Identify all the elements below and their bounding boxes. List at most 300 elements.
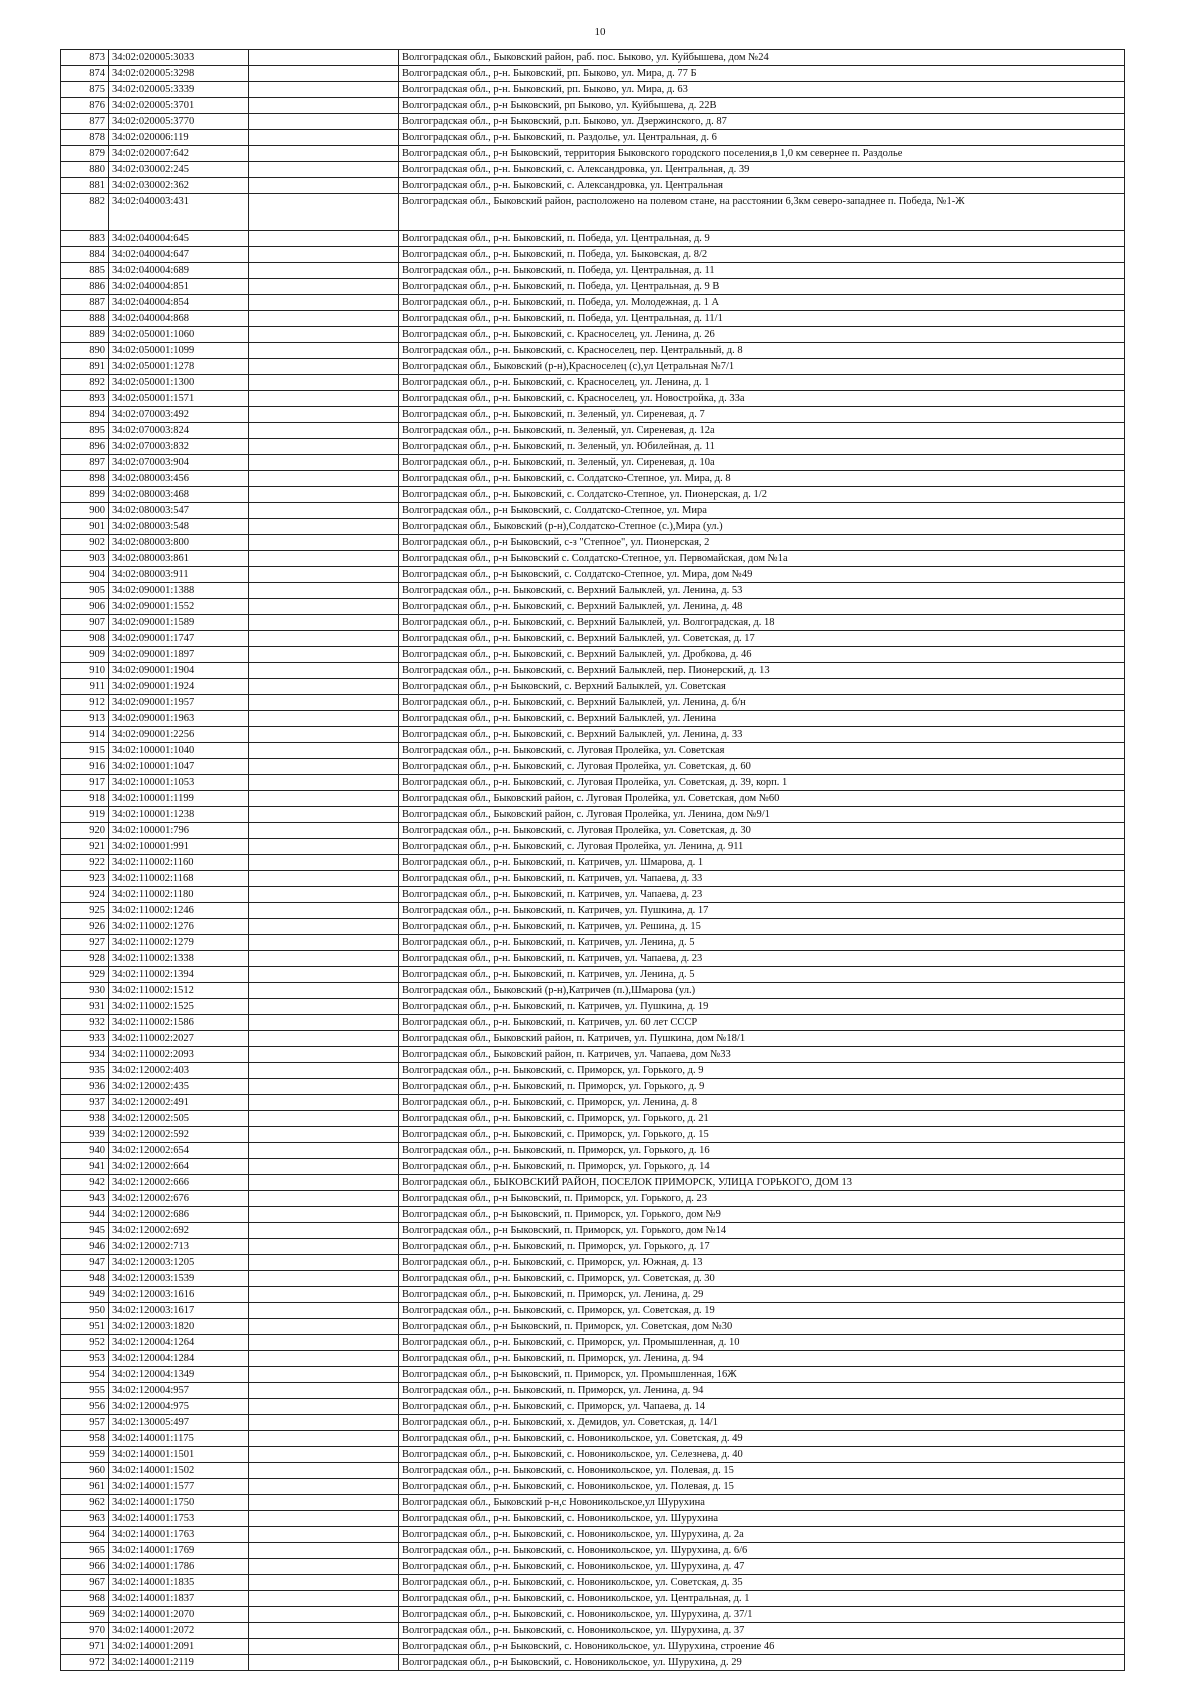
empty-cell (249, 1607, 399, 1623)
row-number-cell: 896 (61, 439, 109, 455)
table-row (61, 647, 1125, 663)
row-number-cell: 926 (61, 919, 109, 935)
empty-cell (249, 66, 399, 82)
empty-cell (249, 743, 399, 759)
empty-cell (249, 887, 399, 903)
row-number-cell: 877 (61, 114, 109, 130)
cadastral-number-cell: 34:02:110002:1586 (109, 1015, 249, 1031)
row-number-cell: 928 (61, 951, 109, 967)
cadastral-number-cell: 34:02:140001:1502 (109, 1463, 249, 1479)
cadastral-number-cell: 34:02:080003:547 (109, 503, 249, 519)
table-row (61, 295, 1125, 311)
cadastral-number-cell: 34:02:100001:796 (109, 823, 249, 839)
row-number-cell: 971 (61, 1639, 109, 1655)
empty-cell (249, 1319, 399, 1335)
empty-cell (249, 1559, 399, 1575)
cadastral-number-cell: 34:02:110002:1338 (109, 951, 249, 967)
table-row (61, 1607, 1125, 1623)
cadastral-number-cell: 34:02:050001:1571 (109, 391, 249, 407)
address-cell: Волгоградская обл., р-н Быковский, с-з "Степное", ул. Пионерская, 2 (399, 535, 1125, 551)
row-number-cell: 924 (61, 887, 109, 903)
table-row (61, 599, 1125, 615)
empty-cell (249, 471, 399, 487)
row-number-cell: 954 (61, 1367, 109, 1383)
table-row (61, 919, 1125, 935)
empty-cell (249, 82, 399, 98)
cadastral-number-cell: 34:02:020005:3701 (109, 98, 249, 114)
cadastral-number-cell: 34:02:120002:676 (109, 1191, 249, 1207)
empty-cell (249, 1399, 399, 1415)
table-row (61, 999, 1125, 1015)
cadastral-number-cell: 34:02:050001:1060 (109, 327, 249, 343)
cadastral-number-cell: 34:02:090001:1747 (109, 631, 249, 647)
table-row (61, 1271, 1125, 1287)
address-cell: Волгоградская обл., р-н. Быковский, с. Приморск, ул. Советская, д. 30 (399, 1271, 1125, 1287)
table-row (61, 791, 1125, 807)
address-cell: Волгоградская обл., р-н. Быковский, с. Приморск, ул. Южная, д. 13 (399, 1255, 1125, 1271)
table-row (61, 967, 1125, 983)
table-row (61, 1639, 1125, 1655)
cadastral-number-cell: 34:02:040004:851 (109, 279, 249, 295)
cadastral-number-cell: 34:02:140001:2119 (109, 1655, 249, 1671)
address-cell: Волгоградская обл., р-н. Быковский, п. Зеленый, ул. Сиреневая, д. 12а (399, 423, 1125, 439)
address-cell: Волгоградская обл., р-н. Быковский, с. Луговая Пролейка, ул. Советская (399, 743, 1125, 759)
cadastral-number-cell: 34:02:120002:686 (109, 1207, 249, 1223)
cadastral-number-cell: 34:02:120002:403 (109, 1063, 249, 1079)
row-number-cell: 911 (61, 679, 109, 695)
address-cell: Волгоградская обл., р-н. Быковский, с. Красноселец, ул. Ленина, д. 26 (399, 327, 1125, 343)
empty-cell (249, 1463, 399, 1479)
address-cell: Волгоградская обл., р-н. Быковский, п. Приморск, ул. Ленина, д. 94 (399, 1351, 1125, 1367)
cadastral-number-cell: 34:02:090001:1552 (109, 599, 249, 615)
empty-cell (249, 983, 399, 999)
empty-cell (249, 1351, 399, 1367)
cadastral-number-cell: 34:02:140001:1786 (109, 1559, 249, 1575)
row-number-cell: 967 (61, 1575, 109, 1591)
empty-cell (249, 1287, 399, 1303)
cadastral-number-cell: 34:02:020006:119 (109, 130, 249, 146)
row-number-cell: 935 (61, 1063, 109, 1079)
cadastral-number-cell: 34:02:040004:868 (109, 311, 249, 327)
table-row (61, 519, 1125, 535)
address-cell: Волгоградская обл., р-н. Быковский, с. Красноселец, пер. Центральный, д. 8 (399, 343, 1125, 359)
cadastral-number-cell: 34:02:100001:1238 (109, 807, 249, 823)
cadastral-number-cell: 34:02:090001:1957 (109, 695, 249, 711)
cadastral-number-cell: 34:02:070003:492 (109, 407, 249, 423)
empty-cell (249, 423, 399, 439)
empty-cell (249, 519, 399, 535)
address-cell: Волгоградская обл., р-н Быковский, п. Приморск, ул. Горького, дом №14 (399, 1223, 1125, 1239)
row-number-cell: 959 (61, 1447, 109, 1463)
cadastral-number-cell: 34:02:100001:991 (109, 839, 249, 855)
table-row (61, 391, 1125, 407)
cadastral-number-cell: 34:02:120002:713 (109, 1239, 249, 1255)
empty-cell (249, 391, 399, 407)
row-number-cell: 915 (61, 743, 109, 759)
address-cell: Волгоградская обл., р-н. Быковский, п. Победа, ул. Быковская, д. 8/2 (399, 247, 1125, 263)
cadastral-number-cell: 34:02:140001:1753 (109, 1511, 249, 1527)
cadastral-number-cell: 34:02:110002:2027 (109, 1031, 249, 1047)
cadastral-number-cell: 34:02:040004:647 (109, 247, 249, 263)
row-number-cell: 918 (61, 791, 109, 807)
table-row (61, 1447, 1125, 1463)
address-cell: Волгоградская обл., Быковский (р-н),Красноселец (с),ул Цетральная №7/1 (399, 359, 1125, 375)
cadastral-number-cell: 34:02:020005:3339 (109, 82, 249, 98)
empty-cell (249, 98, 399, 114)
cadastral-number-cell: 34:02:120002:491 (109, 1095, 249, 1111)
cadastral-number-cell: 34:02:110002:1276 (109, 919, 249, 935)
table-row (61, 1303, 1125, 1319)
empty-cell (249, 1079, 399, 1095)
row-number-cell: 958 (61, 1431, 109, 1447)
row-number-cell: 951 (61, 1319, 109, 1335)
address-cell: Волгоградская обл., р-н Быковский, с. Новоникольское, ул. Шурухина, д. 29 (399, 1655, 1125, 1671)
row-number-cell: 908 (61, 631, 109, 647)
row-number-cell: 905 (61, 583, 109, 599)
table-row (61, 807, 1125, 823)
row-number-cell: 944 (61, 1207, 109, 1223)
empty-cell (249, 1575, 399, 1591)
address-cell: Волгоградская обл., р-н Быковский, территория Быковского городского поселения,в 1,0 км севернее п. Раздолье (399, 146, 1125, 162)
table-row (61, 162, 1125, 178)
empty-cell (249, 631, 399, 647)
address-cell: Волгоградская обл., р-н. Быковский, рп. Быково, ул. Мира, д. 63 (399, 82, 1125, 98)
empty-cell (249, 1447, 399, 1463)
cadastral-number-cell: 34:02:020007:642 (109, 146, 249, 162)
cadastral-number-cell: 34:02:080003:548 (109, 519, 249, 535)
row-number-cell: 927 (61, 935, 109, 951)
address-cell: Волгоградская обл., р-н. Быковский, п. Приморск, ул. Горького, д. 16 (399, 1143, 1125, 1159)
table-row (61, 887, 1125, 903)
table-row (61, 711, 1125, 727)
row-number-cell: 875 (61, 82, 109, 98)
row-number-cell: 939 (61, 1127, 109, 1143)
address-cell: Волгоградская обл., р-н. Быковский, с. Александровка, ул. Центральная (399, 178, 1125, 194)
address-cell: Волгоградская обл., р-н. Быковский, п. Зеленый, ул. Сиреневая, д. 10а (399, 455, 1125, 471)
table-row (61, 775, 1125, 791)
empty-cell (249, 247, 399, 263)
row-number-cell: 940 (61, 1143, 109, 1159)
address-cell: Волгоградская обл., р-н Быковский, рп Быково, ул. Куйбышева, д. 22В (399, 98, 1125, 114)
address-cell: Волгоградская обл., р-н. Быковский, с. Луговая Пролейка, ул. Советская, д. 60 (399, 759, 1125, 775)
table-row (61, 487, 1125, 503)
address-cell: Волгоградская обл., БЫКОВСКИЙ РАЙОН, ПОСЕЛОК ПРИМОРСК, УЛИЦА ГОРЬКОГО, ДОМ 13 (399, 1175, 1125, 1191)
table-row (61, 503, 1125, 519)
empty-cell (249, 647, 399, 663)
cadastral-number-cell: 34:02:110002:1512 (109, 983, 249, 999)
address-cell: Волгоградская обл., р-н. Быковский, п. Катричев, ул. Чапаева, д. 23 (399, 951, 1125, 967)
cadastral-number-cell: 34:02:120003:1616 (109, 1287, 249, 1303)
cadastral-number-cell: 34:02:110002:1279 (109, 935, 249, 951)
address-cell: Волгоградская обл., Быковский район, п. Катричев, ул. Чапаева, дом №33 (399, 1047, 1125, 1063)
cadastral-number-cell: 34:02:110002:1160 (109, 855, 249, 871)
row-number-cell: 914 (61, 727, 109, 743)
empty-cell (249, 1191, 399, 1207)
empty-cell (249, 1015, 399, 1031)
address-cell: Волгоградская обл., р-н. Быковский, с. Новоникольское, ул. Шурухина (399, 1511, 1125, 1527)
address-cell: Волгоградская обл., р-н Быковский с. Солдатско-Степное, ул. Первомайская, дом №1а (399, 551, 1125, 567)
registry-table (60, 49, 1125, 1671)
table-row (61, 583, 1125, 599)
table-row (61, 66, 1125, 82)
empty-cell (249, 359, 399, 375)
table-row (61, 567, 1125, 583)
empty-cell (249, 503, 399, 519)
address-cell: Волгоградская обл., р-н. Быковский, с. Верхний Балыклей, ул. Ленина, д. 48 (399, 599, 1125, 615)
empty-cell (249, 1239, 399, 1255)
cadastral-number-cell: 34:02:130005:497 (109, 1415, 249, 1431)
empty-cell (249, 1367, 399, 1383)
address-cell: Волгоградская обл., р-н Быковский, с. Солдатско-Степное, ул. Мира, дом №49 (399, 567, 1125, 583)
table-row (61, 983, 1125, 999)
table-row (61, 1063, 1125, 1079)
table-row (61, 455, 1125, 471)
cadastral-number-cell: 34:02:040004:689 (109, 263, 249, 279)
table-row (61, 279, 1125, 295)
row-number-cell: 902 (61, 535, 109, 551)
address-cell: Волгоградская обл., р-н. Быковский, с. Луговая Пролейка, ул. Советская, д. 39, корп. 1 (399, 775, 1125, 791)
table-row (61, 615, 1125, 631)
row-number-cell: 886 (61, 279, 109, 295)
cadastral-number-cell: 34:02:090001:1904 (109, 663, 249, 679)
row-number-cell: 933 (61, 1031, 109, 1047)
cadastral-number-cell: 34:02:140001:2072 (109, 1623, 249, 1639)
empty-cell (249, 130, 399, 146)
address-cell: Волгоградская обл., р-н. Быковский, п. Зеленый, ул. Юбилейная, д. 11 (399, 439, 1125, 455)
table-row (61, 1319, 1125, 1335)
table-row (61, 855, 1125, 871)
cadastral-number-cell: 34:02:110002:1525 (109, 999, 249, 1015)
row-number-cell: 945 (61, 1223, 109, 1239)
cadastral-number-cell: 34:02:110002:1168 (109, 871, 249, 887)
row-number-cell: 884 (61, 247, 109, 263)
cadastral-number-cell: 34:02:120003:1539 (109, 1271, 249, 1287)
row-number-cell: 873 (61, 50, 109, 66)
empty-cell (249, 1095, 399, 1111)
table-row (61, 727, 1125, 743)
address-cell: Волгоградская обл., р-н. Быковский, п. Победа, ул. Центральная, д. 9 (399, 231, 1125, 247)
address-cell: Волгоградская обл., р-н. Быковский, п. Зеленый, ул. Сиреневая, д. 7 (399, 407, 1125, 423)
row-number-cell: 904 (61, 567, 109, 583)
address-cell: Волгоградская обл., Быковский район, с. Луговая Пролейка, ул. Советская, дом №60 (399, 791, 1125, 807)
address-cell: Волгоградская обл., Быковский район, раб. пос. Быково, ул. Куйбышева, дом №24 (399, 50, 1125, 66)
table-row (61, 407, 1125, 423)
address-cell: Волгоградская обл., р-н. Быковский, с. Верхний Балыклей, ул. Советская, д. 17 (399, 631, 1125, 647)
table-row (61, 423, 1125, 439)
cadastral-number-cell: 34:02:080003:468 (109, 487, 249, 503)
empty-cell (249, 583, 399, 599)
row-number-cell: 899 (61, 487, 109, 503)
empty-cell (249, 1255, 399, 1271)
cadastral-number-cell: 34:02:140001:1763 (109, 1527, 249, 1543)
empty-cell (249, 1431, 399, 1447)
row-number-cell: 934 (61, 1047, 109, 1063)
empty-cell (249, 327, 399, 343)
address-cell: Волгоградская обл., р-н. Быковский, п. Приморск, ул. Ленина, д. 29 (399, 1287, 1125, 1303)
empty-cell (249, 727, 399, 743)
table-row (61, 130, 1125, 146)
row-number-cell: 912 (61, 695, 109, 711)
row-number-cell: 887 (61, 295, 109, 311)
empty-cell (249, 807, 399, 823)
table-row (61, 1351, 1125, 1367)
empty-cell (249, 311, 399, 327)
address-cell: Волгоградская обл., р-н. Быковский, п. Приморск, ул. Горького, д. 14 (399, 1159, 1125, 1175)
table-row (61, 1655, 1125, 1671)
address-cell: Волгоградская обл., р-н. Быковский, с. Новоникольское, ул. Шурухина, д. 47 (399, 1559, 1125, 1575)
table-row (61, 1495, 1125, 1511)
cadastral-number-cell: 34:02:120004:1264 (109, 1335, 249, 1351)
empty-cell (249, 343, 399, 359)
cadastral-number-cell: 34:02:040004:854 (109, 295, 249, 311)
address-cell: Волгоградская обл., р-н. Быковский, с. Солдатско-Степное, ул. Мира, д. 8 (399, 471, 1125, 487)
table-row (61, 1239, 1125, 1255)
row-number-cell: 922 (61, 855, 109, 871)
table-row (61, 247, 1125, 263)
row-number-cell: 947 (61, 1255, 109, 1271)
row-number-cell: 966 (61, 1559, 109, 1575)
address-cell: Волгоградская обл., р-н. Быковский, п. Катричев, ул. Чапаева, д. 23 (399, 887, 1125, 903)
empty-cell (249, 903, 399, 919)
empty-cell (249, 1159, 399, 1175)
row-number-cell: 930 (61, 983, 109, 999)
address-cell: Волгоградская обл., р-н. Быковский, с. Новоникольское, ул. Советская, д. 35 (399, 1575, 1125, 1591)
empty-cell (249, 487, 399, 503)
cadastral-number-cell: 34:02:100001:1047 (109, 759, 249, 775)
row-number-cell: 880 (61, 162, 109, 178)
row-number-cell: 972 (61, 1655, 109, 1671)
table-row (61, 1079, 1125, 1095)
cadastral-number-cell: 34:02:070003:832 (109, 439, 249, 455)
row-number-cell: 956 (61, 1399, 109, 1415)
empty-cell (249, 1383, 399, 1399)
row-number-cell: 938 (61, 1111, 109, 1127)
empty-cell (249, 951, 399, 967)
table-row (61, 231, 1125, 247)
empty-cell (249, 567, 399, 583)
row-number-cell: 961 (61, 1479, 109, 1495)
empty-cell (249, 1527, 399, 1543)
row-number-cell: 895 (61, 423, 109, 439)
row-number-cell: 953 (61, 1351, 109, 1367)
empty-cell (249, 231, 399, 247)
table-row (61, 1575, 1125, 1591)
table-row (61, 871, 1125, 887)
empty-cell (249, 551, 399, 567)
table-row (61, 311, 1125, 327)
address-cell: Волгоградская обл., Быковский р-н,с Новоникольское,ул Шурухина (399, 1495, 1125, 1511)
cadastral-number-cell: 34:02:140001:1577 (109, 1479, 249, 1495)
table-row (61, 1623, 1125, 1639)
table-row (61, 1527, 1125, 1543)
table-row (61, 1367, 1125, 1383)
empty-cell (249, 679, 399, 695)
address-cell: Волгоградская обл., р-н. Быковский, с. Новоникольское, ул. Шурухина, д. 37 (399, 1623, 1125, 1639)
row-number-cell: 919 (61, 807, 109, 823)
cadastral-number-cell: 34:02:140001:1837 (109, 1591, 249, 1607)
table-row (61, 1095, 1125, 1111)
table-row (61, 98, 1125, 114)
row-number-cell: 888 (61, 311, 109, 327)
address-cell: Волгоградская обл., р-н. Быковский, с. Приморск, ул. Промышленная, д. 10 (399, 1335, 1125, 1351)
table-row (61, 1191, 1125, 1207)
table-row (61, 1175, 1125, 1191)
row-number-cell: 950 (61, 1303, 109, 1319)
address-cell: Волгоградская обл., р-н. Быковский, п. Раздолье, ул. Центральная, д. 6 (399, 130, 1125, 146)
row-number-cell: 963 (61, 1511, 109, 1527)
empty-cell (249, 1207, 399, 1223)
cadastral-number-cell: 34:02:100001:1040 (109, 743, 249, 759)
table-row (61, 1479, 1125, 1495)
row-number-cell: 901 (61, 519, 109, 535)
cadastral-number-cell: 34:02:120002:664 (109, 1159, 249, 1175)
empty-cell (249, 919, 399, 935)
cadastral-number-cell: 34:02:120004:957 (109, 1383, 249, 1399)
address-cell: Волгоградская обл., р-н. Быковский, с. Приморск, ул. Чапаева, д. 14 (399, 1399, 1125, 1415)
cadastral-number-cell: 34:02:050001:1300 (109, 375, 249, 391)
table-row (61, 1047, 1125, 1063)
row-number-cell: 970 (61, 1623, 109, 1639)
table-row (61, 1159, 1125, 1175)
cadastral-number-cell: 34:02:120003:1617 (109, 1303, 249, 1319)
empty-cell (249, 1271, 399, 1287)
table-row (61, 679, 1125, 695)
empty-cell (249, 711, 399, 727)
row-number-cell: 885 (61, 263, 109, 279)
address-cell: Волгоградская обл., р-н. Быковский, с. Александровка, ул. Центральная, д. 39 (399, 162, 1125, 178)
address-cell: Волгоградская обл., р-н. Быковский, х. Демидов, ул. Советская, д. 14/1 (399, 1415, 1125, 1431)
empty-cell (249, 1639, 399, 1655)
cadastral-number-cell: 34:02:080003:861 (109, 551, 249, 567)
row-number-cell: 881 (61, 178, 109, 194)
row-number-cell: 898 (61, 471, 109, 487)
table-row (61, 663, 1125, 679)
table-row (61, 439, 1125, 455)
row-number-cell: 909 (61, 647, 109, 663)
empty-cell (249, 1303, 399, 1319)
cadastral-number-cell: 34:02:090001:1924 (109, 679, 249, 695)
table-row (61, 631, 1125, 647)
address-cell: Волгоградская обл., р-н. Быковский, п. Катричев, ул. Решина, д. 15 (399, 919, 1125, 935)
table-row (61, 1543, 1125, 1559)
address-cell: Волгоградская обл., р-н Быковский, с. Верхний Балыклей, ул. Советская (399, 679, 1125, 695)
table-row (61, 1399, 1125, 1415)
row-number-cell: 907 (61, 615, 109, 631)
table-row (61, 1511, 1125, 1527)
cadastral-number-cell: 34:02:120002:654 (109, 1143, 249, 1159)
address-cell: Волгоградская обл., р-н. Быковский, п. Приморск, ул. Ленина, д. 94 (399, 1383, 1125, 1399)
address-cell: Волгоградская обл., р-н. Быковский, с. Верхний Балыклей, ул. Волгоградская, д. 18 (399, 615, 1125, 631)
empty-cell (249, 439, 399, 455)
table-row (61, 1287, 1125, 1303)
row-number-cell: 955 (61, 1383, 109, 1399)
row-number-cell: 923 (61, 871, 109, 887)
table-row (61, 471, 1125, 487)
row-number-cell: 920 (61, 823, 109, 839)
address-cell: Волгоградская обл., р-н. Быковский, п. Победа, ул. Центральная, д. 11/1 (399, 311, 1125, 327)
empty-cell (249, 455, 399, 471)
empty-cell (249, 1623, 399, 1639)
row-number-cell: 913 (61, 711, 109, 727)
row-number-cell: 916 (61, 759, 109, 775)
empty-cell (249, 1063, 399, 1079)
cadastral-number-cell: 34:02:090001:1963 (109, 711, 249, 727)
address-cell: Волгоградская обл., Быковский (р-н),Солдатско-Степное (с.),Мира (ул.) (399, 519, 1125, 535)
registry-body (61, 50, 1125, 1671)
cadastral-number-cell: 34:02:140001:1769 (109, 1543, 249, 1559)
row-number-cell: 957 (61, 1415, 109, 1431)
address-cell: Волгоградская обл., р-н. Быковский, с. Новоникольское, ул. Центральная, д. 1 (399, 1591, 1125, 1607)
